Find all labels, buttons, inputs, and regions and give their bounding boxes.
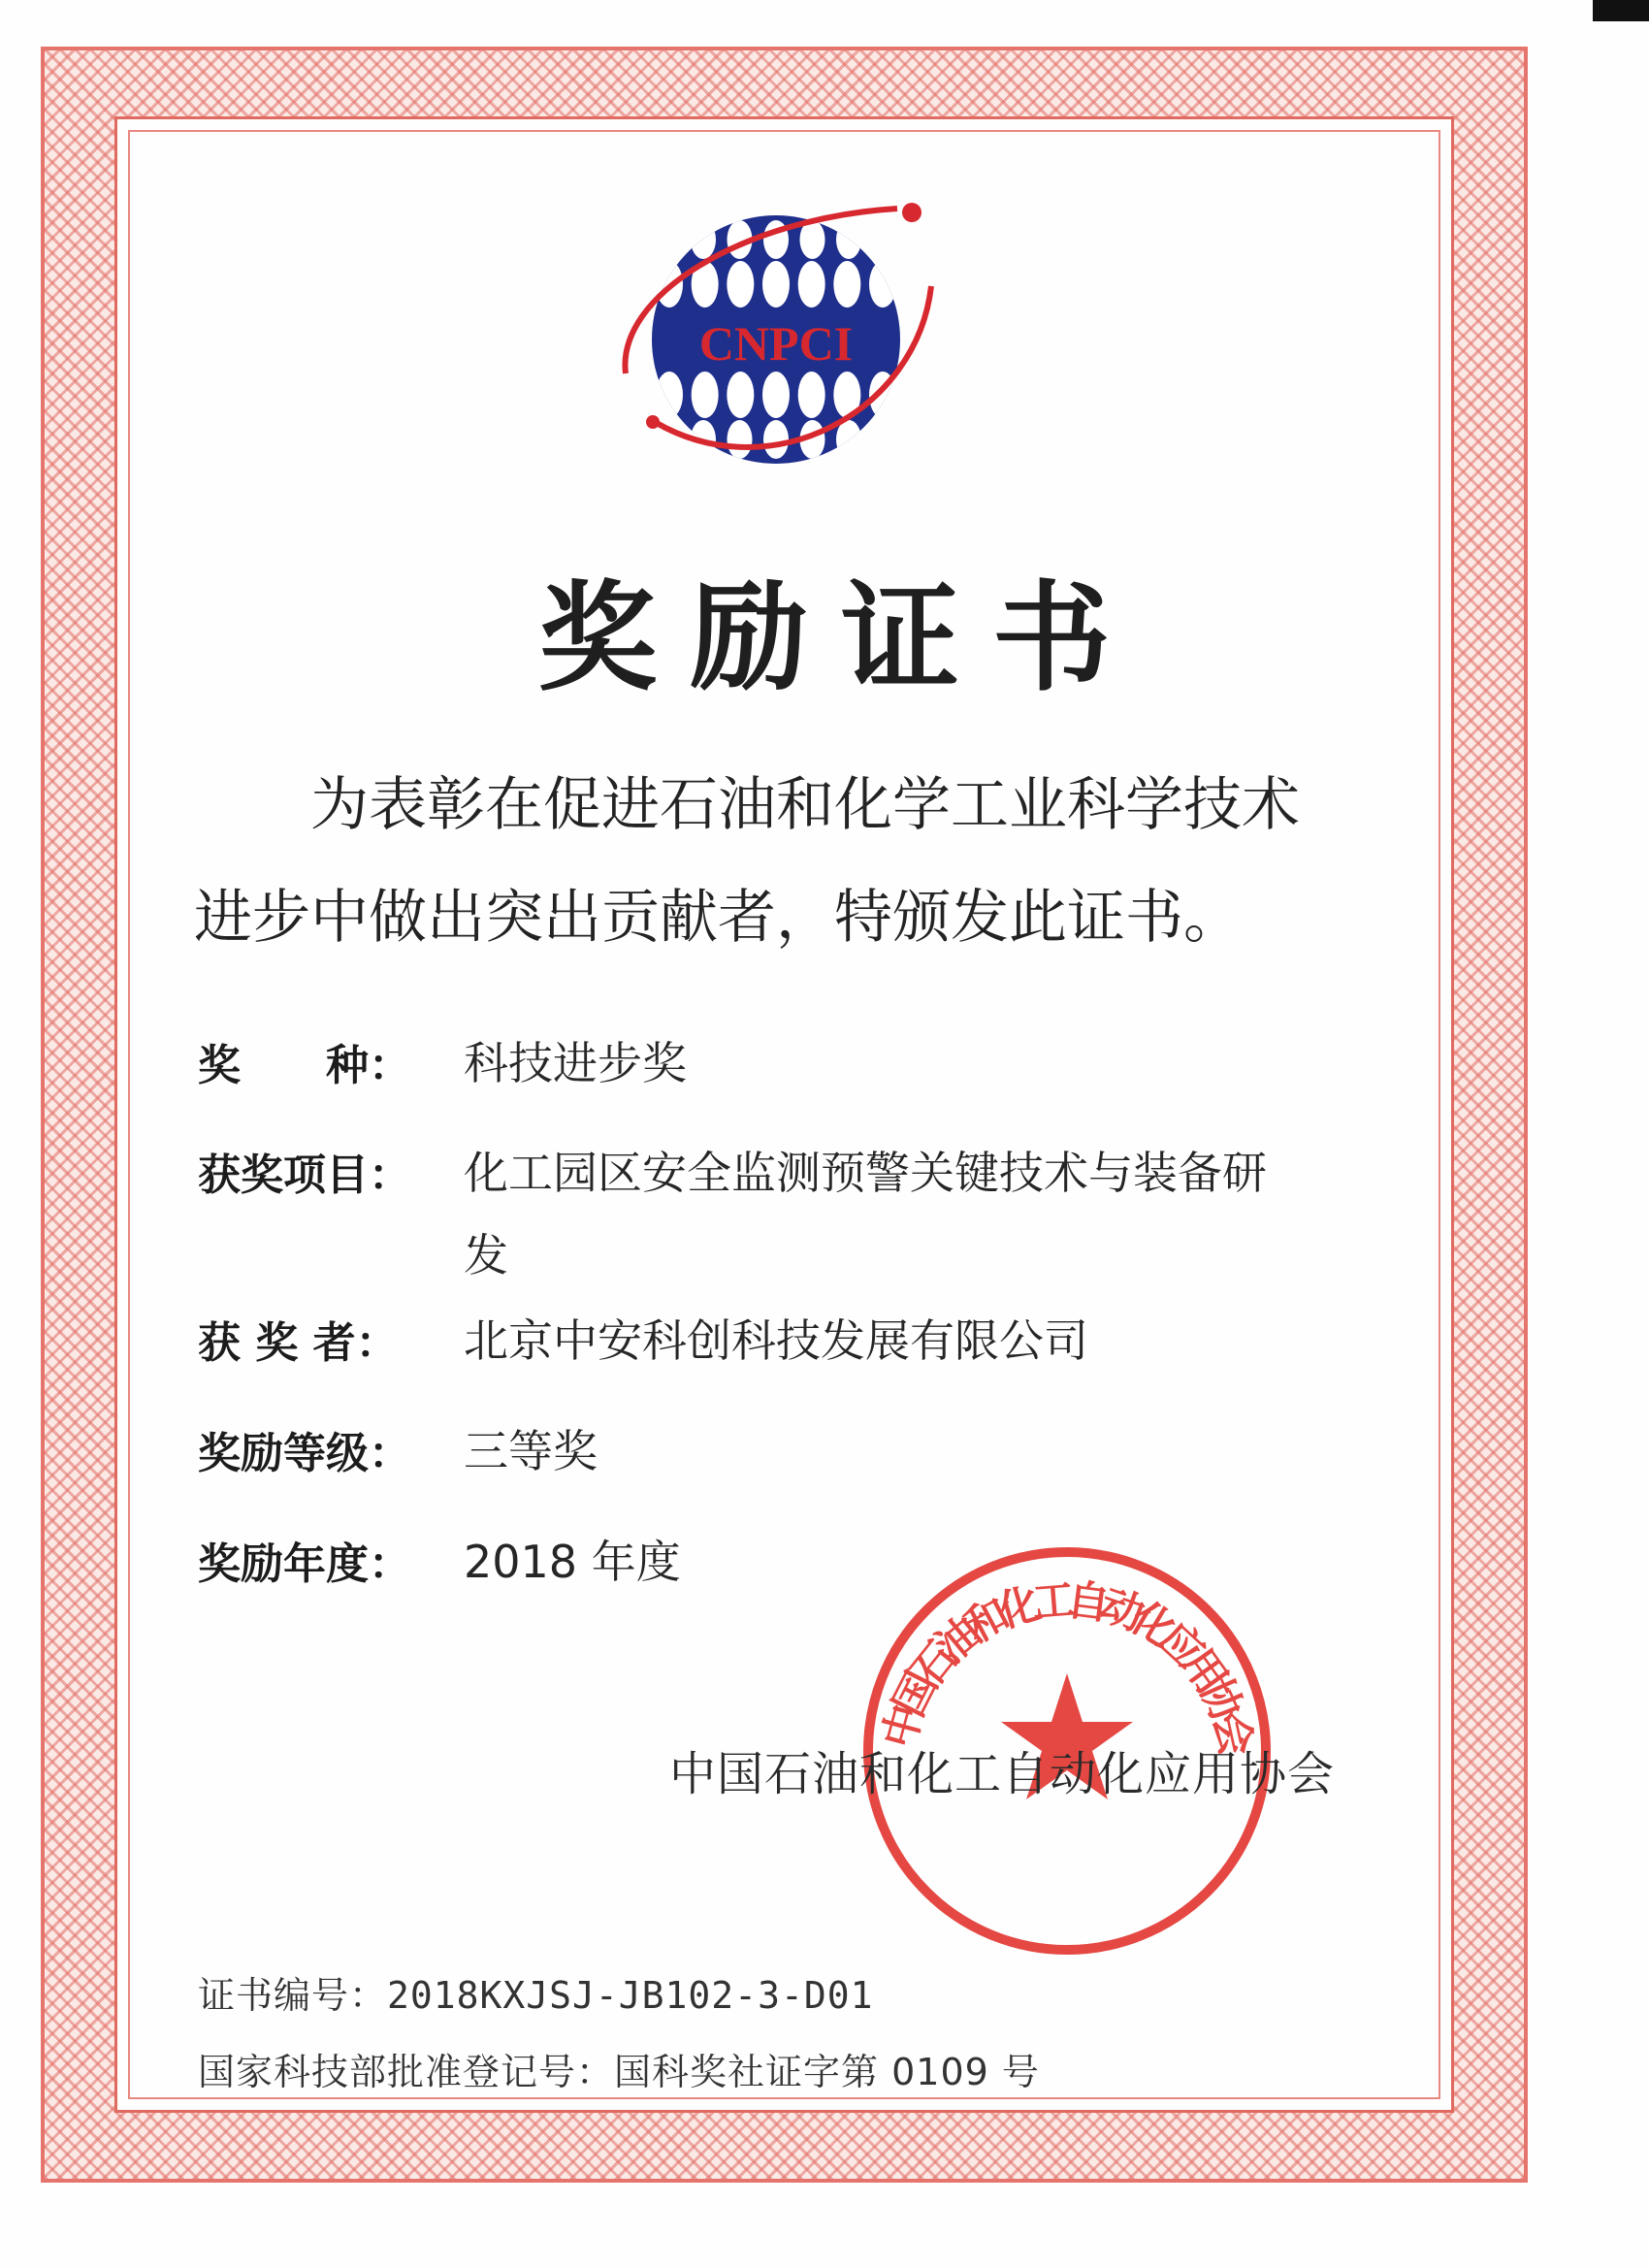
logo-pattern-oval — [836, 420, 861, 459]
commendation-line-2: 进步中做出突出贡献者，特颁发此证书。 — [194, 884, 1242, 952]
commendation-line-1: 为表彰在促进石油和化学工业科学技术 — [310, 771, 1300, 839]
logo-pattern-oval — [798, 372, 825, 418]
approval-label: 国家科技部批准登记号： — [198, 2051, 615, 2093]
approval-number — [198, 2042, 1040, 2095]
award-type-value: 科技进步奖 — [464, 1037, 687, 1089]
logo-pattern-oval — [869, 261, 896, 308]
cert-number-label: 证书编号： — [198, 1974, 388, 2017]
logo-pattern-oval — [727, 261, 754, 308]
award-type-label: 奖 种： — [198, 1041, 411, 1090]
project-value-line-1: 化工园区安全监测预警关键技术与装备研 — [464, 1147, 1267, 1199]
logo-pattern-oval — [833, 261, 860, 308]
award-level-value: 三等奖 — [464, 1425, 598, 1477]
award-year-label: 奖励年度： — [198, 1539, 411, 1589]
project-label: 获奖项目： — [198, 1150, 411, 1200]
cnpci-logo — [597, 179, 955, 490]
awardee-value: 北京中安科创科技发展有限公司 — [464, 1314, 1088, 1367]
logo-pattern-oval — [798, 261, 825, 308]
project-value-line-2: 发 — [464, 1229, 508, 1281]
logo-pattern-oval — [763, 420, 789, 459]
issuing-organization: 中国石油和化工自动化应用协会 — [669, 1747, 1336, 1801]
award-level-label: 奖励等级： — [198, 1429, 411, 1478]
logo-pattern-oval — [728, 420, 753, 459]
award-year-value: 2018 年度 — [464, 1536, 681, 1588]
logo-pattern-oval — [727, 372, 754, 418]
logo-pattern-oval — [656, 372, 683, 418]
logo-pattern-oval — [836, 220, 861, 259]
certificate-number — [198, 1965, 873, 2019]
logo-pattern-oval — [691, 220, 716, 259]
certificate-title: 奖励证书 — [538, 569, 1144, 707]
logo-text: CNPCI — [698, 316, 854, 371]
awardee-label: 获 奖 者： — [198, 1318, 399, 1368]
scan-edge-mark — [1593, 0, 1649, 21]
cert-number-value: 2018KXJSJ-JB102-3-D01 — [387, 1974, 874, 2017]
seal-text: 中国石油和化工自动化应用协会 — [874, 1574, 1262, 1761]
logo-pattern-oval — [762, 261, 790, 308]
logo-pattern-oval — [762, 372, 790, 418]
approval-value: 国科奖社证字第 0109 号 — [614, 2051, 1040, 2093]
logo-pattern-oval — [692, 372, 719, 418]
